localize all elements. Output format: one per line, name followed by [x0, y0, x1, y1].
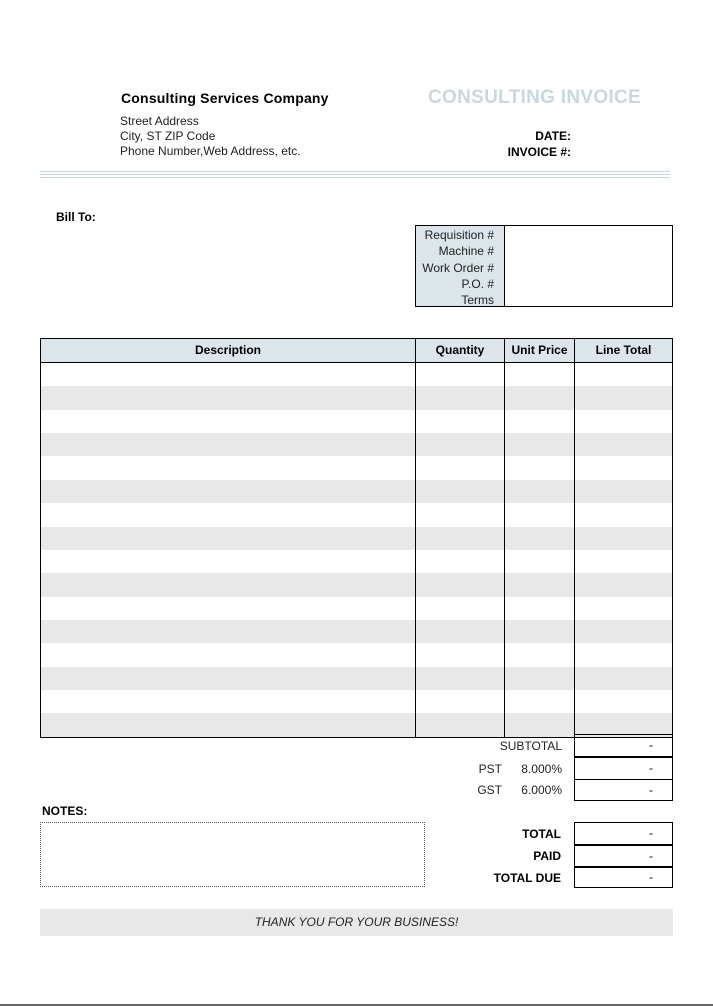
unit-price-cell[interactable] [505, 503, 575, 526]
line-total-cell[interactable] [575, 456, 672, 479]
unit-price-cell[interactable] [505, 433, 575, 456]
line-total-cell[interactable] [575, 620, 672, 643]
total-value: - [574, 822, 673, 845]
unit-price-cell[interactable] [505, 410, 575, 433]
pst-label: PST [478, 762, 502, 776]
quantity-cell[interactable] [416, 713, 505, 736]
table-row[interactable] [41, 410, 672, 433]
company-contact: Phone Number,Web Address, etc. [120, 144, 301, 158]
table-row[interactable] [41, 480, 672, 503]
company-name: Consulting Services Company [121, 90, 329, 106]
company-city: City, ST ZIP Code [120, 129, 216, 143]
date-label: DATE: [535, 129, 571, 143]
header-unit-price: Unit Price [505, 339, 575, 362]
quantity-cell[interactable] [416, 550, 505, 573]
description-cell[interactable] [41, 667, 416, 690]
reference-values[interactable] [505, 226, 672, 306]
unit-price-cell[interactable] [505, 527, 575, 550]
description-cell[interactable] [41, 620, 416, 643]
line-total-cell[interactable] [575, 573, 672, 596]
description-cell[interactable] [41, 690, 416, 713]
total-label: TOTAL [522, 827, 561, 841]
subtotal-value: - [574, 734, 673, 757]
notes-box[interactable] [40, 822, 425, 887]
table-row[interactable] [41, 433, 672, 456]
items-table [40, 338, 673, 738]
quantity-cell[interactable] [416, 597, 505, 620]
line-total-cell[interactable] [575, 410, 672, 433]
header-divider [40, 171, 670, 181]
description-cell[interactable] [41, 456, 416, 479]
quantity-cell[interactable] [416, 573, 505, 596]
quantity-cell[interactable] [416, 690, 505, 713]
description-cell[interactable] [41, 433, 416, 456]
table-row[interactable] [41, 550, 672, 573]
company-street: Street Address [120, 114, 199, 128]
unit-price-cell[interactable] [505, 480, 575, 503]
items-table-header [41, 339, 672, 363]
line-total-cell[interactable] [575, 503, 672, 526]
machine-label: Machine # [438, 244, 494, 259]
line-total-cell[interactable] [575, 597, 672, 620]
quantity-cell[interactable] [416, 503, 505, 526]
table-row[interactable] [41, 597, 672, 620]
header-line-total: Line Total [595, 343, 652, 357]
header-quantity: Quantity [416, 339, 505, 362]
invoice-title: CONSULTING INVOICE [428, 87, 641, 108]
bill-to-label: Bill To: [56, 210, 96, 224]
unit-price-cell[interactable] [505, 550, 575, 573]
paid-label: PAID [533, 849, 561, 863]
description-cell[interactable] [41, 527, 416, 550]
subtotal-label: SUBTOTAL [499, 739, 562, 753]
table-row[interactable] [41, 363, 672, 386]
quantity-cell[interactable] [416, 643, 505, 666]
unit-price-cell[interactable] [505, 620, 575, 643]
quantity-cell[interactable] [416, 620, 505, 643]
total-due-label: TOTAL DUE [493, 871, 561, 885]
quantity-cell[interactable] [416, 410, 505, 433]
table-row[interactable] [41, 527, 672, 550]
line-total-cell[interactable] [575, 433, 672, 456]
unit-price-cell[interactable] [505, 667, 575, 690]
line-total-cell[interactable] [575, 363, 672, 386]
items-table-body [41, 363, 672, 737]
gst-value: - [574, 779, 673, 801]
description-cell[interactable] [41, 573, 416, 596]
description-cell[interactable] [41, 386, 416, 409]
line-total-cell[interactable] [575, 480, 672, 503]
quantity-cell[interactable] [416, 363, 505, 386]
line-total-cell[interactable] [575, 527, 672, 550]
line-total-cell[interactable] [575, 690, 672, 713]
terms-label: Terms [461, 293, 494, 308]
header-description: Description [41, 339, 416, 362]
work-order-label: Work Order # [422, 260, 494, 275]
table-row[interactable] [41, 573, 672, 596]
paid-value[interactable]: - [574, 845, 673, 867]
total-due-value: - [574, 867, 673, 888]
thank-you-banner: THANK YOU FOR YOUR BUSINESS! [40, 909, 673, 936]
line-total-cell[interactable] [575, 386, 672, 409]
unit-price-cell[interactable] [505, 713, 575, 736]
unit-price-cell[interactable] [505, 597, 575, 620]
table-row[interactable] [41, 643, 672, 666]
table-row[interactable] [41, 620, 672, 643]
gst-label: GST [477, 783, 502, 797]
quantity-cell[interactable] [416, 433, 505, 456]
description-cell[interactable] [41, 597, 416, 620]
description-cell[interactable] [41, 550, 416, 573]
unit-price-cell[interactable] [505, 456, 575, 479]
notes-label: NOTES: [42, 804, 88, 818]
table-row[interactable] [41, 503, 672, 526]
unit-price-cell[interactable] [505, 573, 575, 596]
unit-price-cell[interactable] [505, 386, 575, 409]
description-cell[interactable] [41, 363, 416, 386]
invoice-number-label: INVOICE #: [507, 145, 571, 159]
table-row[interactable] [41, 386, 672, 409]
description-cell[interactable] [41, 410, 416, 433]
reference-box [415, 225, 673, 307]
requisition-label: Requisition # [424, 228, 494, 242]
reference-labels [416, 226, 505, 306]
table-row[interactable] [41, 690, 672, 713]
quantity-cell[interactable] [416, 527, 505, 550]
description-cell[interactable] [41, 643, 416, 666]
unit-price-cell[interactable] [505, 363, 575, 386]
description-cell[interactable] [41, 713, 416, 736]
quantity-cell[interactable] [416, 667, 505, 690]
table-row[interactable] [41, 456, 672, 479]
gst-rate[interactable]: 6.000% [521, 783, 562, 797]
unit-price-cell[interactable] [505, 643, 575, 666]
description-cell[interactable] [41, 503, 416, 526]
pst-rate[interactable]: 8.000% [521, 762, 562, 776]
unit-price-cell[interactable] [505, 690, 575, 713]
quantity-cell[interactable] [416, 480, 505, 503]
pst-value: - [574, 757, 673, 780]
line-total-cell[interactable] [575, 667, 672, 690]
description-cell[interactable] [41, 480, 416, 503]
po-label: P.O. # [461, 276, 494, 291]
line-total-cell[interactable] [575, 550, 672, 573]
quantity-cell[interactable] [416, 456, 505, 479]
quantity-cell[interactable] [416, 386, 505, 409]
line-total-cell[interactable] [575, 643, 672, 666]
table-row[interactable] [41, 667, 672, 690]
